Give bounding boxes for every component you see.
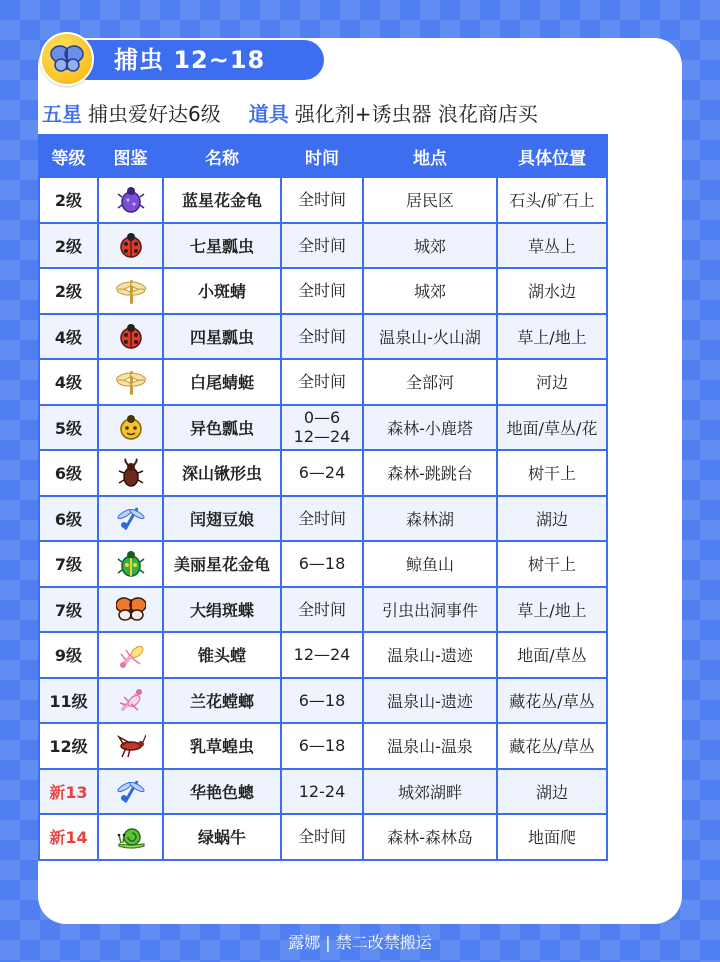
name-cell: 白尾蜻蜓: [163, 359, 281, 405]
place-cell: 全部河: [363, 359, 497, 405]
icon-cell: [98, 450, 163, 496]
time-cell: 12—24: [281, 632, 363, 678]
level-cell: 12级: [39, 723, 98, 769]
table-row: [39, 814, 607, 860]
mantis-icon: [116, 640, 146, 670]
icon-cell: [98, 632, 163, 678]
green-beetle-icon: [116, 549, 146, 579]
damselfly-icon: [116, 776, 146, 806]
icon-cell: [98, 769, 163, 815]
name-cell: 兰花螳螂: [163, 678, 281, 724]
spot-cell: 湖边: [497, 496, 607, 542]
snail-icon: [116, 822, 146, 852]
icon-cell: [98, 359, 163, 405]
place-cell: 温泉山-遗迹: [363, 678, 497, 724]
spot-cell: 树干上: [497, 450, 607, 496]
dragonfly-icon: [116, 367, 146, 397]
name-cell: 华艳色蟌: [163, 769, 281, 815]
spot-cell: 地面/草丛: [497, 632, 607, 678]
spot-cell: 河边: [497, 359, 607, 405]
spot-cell: 藏花丛/草丛: [497, 723, 607, 769]
name-cell: 锥头螳: [163, 632, 281, 678]
time-cell: 6—18: [281, 678, 363, 724]
level-cell: 9级: [39, 632, 98, 678]
table-row: [39, 496, 607, 542]
footer-credit: 露娜 | 禁二改禁搬运: [288, 933, 432, 952]
icon-cell: [98, 405, 163, 451]
header-spot: 具体位置: [497, 135, 607, 177]
header-time: 时间: [281, 135, 363, 177]
table-row: [39, 587, 607, 633]
yellow-ladybug-icon: [116, 412, 146, 442]
grasshopper-icon: [116, 731, 146, 761]
spot-cell: 草丛上: [497, 223, 607, 269]
time-cell: 6—18: [281, 723, 363, 769]
table-row: [39, 723, 607, 769]
spot-cell: 藏花丛/草丛: [497, 678, 607, 724]
time-cell: 全时间: [281, 814, 363, 860]
place-cell: 温泉山-火山湖: [363, 314, 497, 360]
name-cell: 闰翅豆娘: [163, 496, 281, 542]
level-cell: 新14: [39, 814, 98, 860]
name-cell: 蓝星花金龟: [163, 177, 281, 223]
spot-cell: 树干上: [497, 541, 607, 587]
ladybug-icon: [116, 230, 146, 260]
place-cell: 居民区: [363, 177, 497, 223]
place-cell: 城郊: [363, 268, 497, 314]
place-cell: 温泉山-温泉: [363, 723, 497, 769]
time-cell: 全时间: [281, 268, 363, 314]
table-row: [39, 177, 607, 223]
table-row: [39, 314, 607, 360]
table-row: [39, 450, 607, 496]
place-cell: 鲸鱼山: [363, 541, 497, 587]
time-cell: 6—18: [281, 541, 363, 587]
table-row: [39, 632, 607, 678]
spot-cell: 草上/地上: [497, 314, 607, 360]
time-cell: 全时间: [281, 314, 363, 360]
time-cell: 全时间: [281, 223, 363, 269]
table-row: [39, 405, 607, 451]
header-level: 等级: [39, 135, 98, 177]
name-cell: 异色瓢虫: [163, 405, 281, 451]
icon-cell: [98, 177, 163, 223]
level-cell: 2级: [39, 223, 98, 269]
bug-table: [38, 134, 608, 861]
requirements-line: [42, 98, 622, 127]
level-cell: 2级: [39, 268, 98, 314]
level-cell: 7级: [39, 541, 98, 587]
icon-cell: [98, 723, 163, 769]
place-cell: 森林-跳跳台: [363, 450, 497, 496]
level-cell: 11级: [39, 678, 98, 724]
icon-cell: [98, 587, 163, 633]
time-cell: 0—6 12—24: [281, 405, 363, 451]
level-cell: 新13: [39, 769, 98, 815]
name-cell: 七星瓢虫: [163, 223, 281, 269]
icon-cell: [98, 678, 163, 724]
name-cell: 乳草蝗虫: [163, 723, 281, 769]
star-value: 捕虫爱好达6级: [88, 102, 221, 126]
place-cell: 引虫出洞事件: [363, 587, 497, 633]
butterfly-icon: [116, 594, 146, 624]
icon-cell: [98, 268, 163, 314]
header-name: 名称: [163, 135, 281, 177]
header-icon: 图鉴: [98, 135, 163, 177]
table-row: [39, 541, 607, 587]
purple-beetle-icon: [116, 185, 146, 215]
name-cell: 四星瓢虫: [163, 314, 281, 360]
level-cell: 2级: [39, 177, 98, 223]
level-cell: 4级: [39, 359, 98, 405]
icon-cell: [98, 541, 163, 587]
place-cell: 森林湖: [363, 496, 497, 542]
name-cell: 大绢斑蝶: [163, 587, 281, 633]
name-cell: 深山锹形虫: [163, 450, 281, 496]
dragonfly-icon: [116, 276, 146, 306]
level-cell: 5级: [39, 405, 98, 451]
spot-cell: 地面爬: [497, 814, 607, 860]
icon-cell: [98, 814, 163, 860]
place-cell: 城郊: [363, 223, 497, 269]
star-label: 五星: [42, 102, 82, 126]
name-cell: 绿蜗牛: [163, 814, 281, 860]
tool-label: 道具: [248, 102, 289, 126]
page-title: 捕虫 12~18: [68, 40, 324, 80]
spot-cell: 石头/矿石上: [497, 177, 607, 223]
table-row: [39, 268, 607, 314]
spot-cell: 湖水边: [497, 268, 607, 314]
level-cell: 7级: [39, 587, 98, 633]
spot-cell: 地面/草丛/花: [497, 405, 607, 451]
time-cell: 6—24: [281, 450, 363, 496]
level-cell: 4级: [39, 314, 98, 360]
table-row: [39, 769, 607, 815]
ladybug-icon: [116, 321, 146, 351]
spot-cell: 草上/地上: [497, 587, 607, 633]
spot-cell: 湖边: [497, 769, 607, 815]
tool-value: 强化剂+诱虫器 浪花商店买: [294, 102, 538, 126]
time-cell: 全时间: [281, 359, 363, 405]
header-place: 地点: [363, 135, 497, 177]
icon-cell: [98, 314, 163, 360]
place-cell: 森林-森林岛: [363, 814, 497, 860]
icon-cell: [98, 496, 163, 542]
name-cell: 小斑蜻: [163, 268, 281, 314]
table-row: [39, 678, 607, 724]
table-row: [39, 359, 607, 405]
place-cell: 温泉山-遗迹: [363, 632, 497, 678]
icon-cell: [98, 223, 163, 269]
place-cell: 森林-小鹿塔: [363, 405, 497, 451]
time-cell: 全时间: [281, 587, 363, 633]
place-cell: 城郊湖畔: [363, 769, 497, 815]
name-cell: 美丽星花金龟: [163, 541, 281, 587]
table-header-row: [39, 135, 607, 177]
butterfly-icon: [40, 32, 94, 86]
stag-beetle-icon: [116, 458, 146, 488]
orchid-mantis-icon: [116, 685, 146, 715]
level-cell: 6级: [39, 450, 98, 496]
time-cell: 12-24: [281, 769, 363, 815]
time-cell: 全时间: [281, 177, 363, 223]
table-row: [39, 223, 607, 269]
damselfly-icon: [116, 503, 146, 533]
level-cell: 6级: [39, 496, 98, 542]
time-cell: 全时间: [281, 496, 363, 542]
